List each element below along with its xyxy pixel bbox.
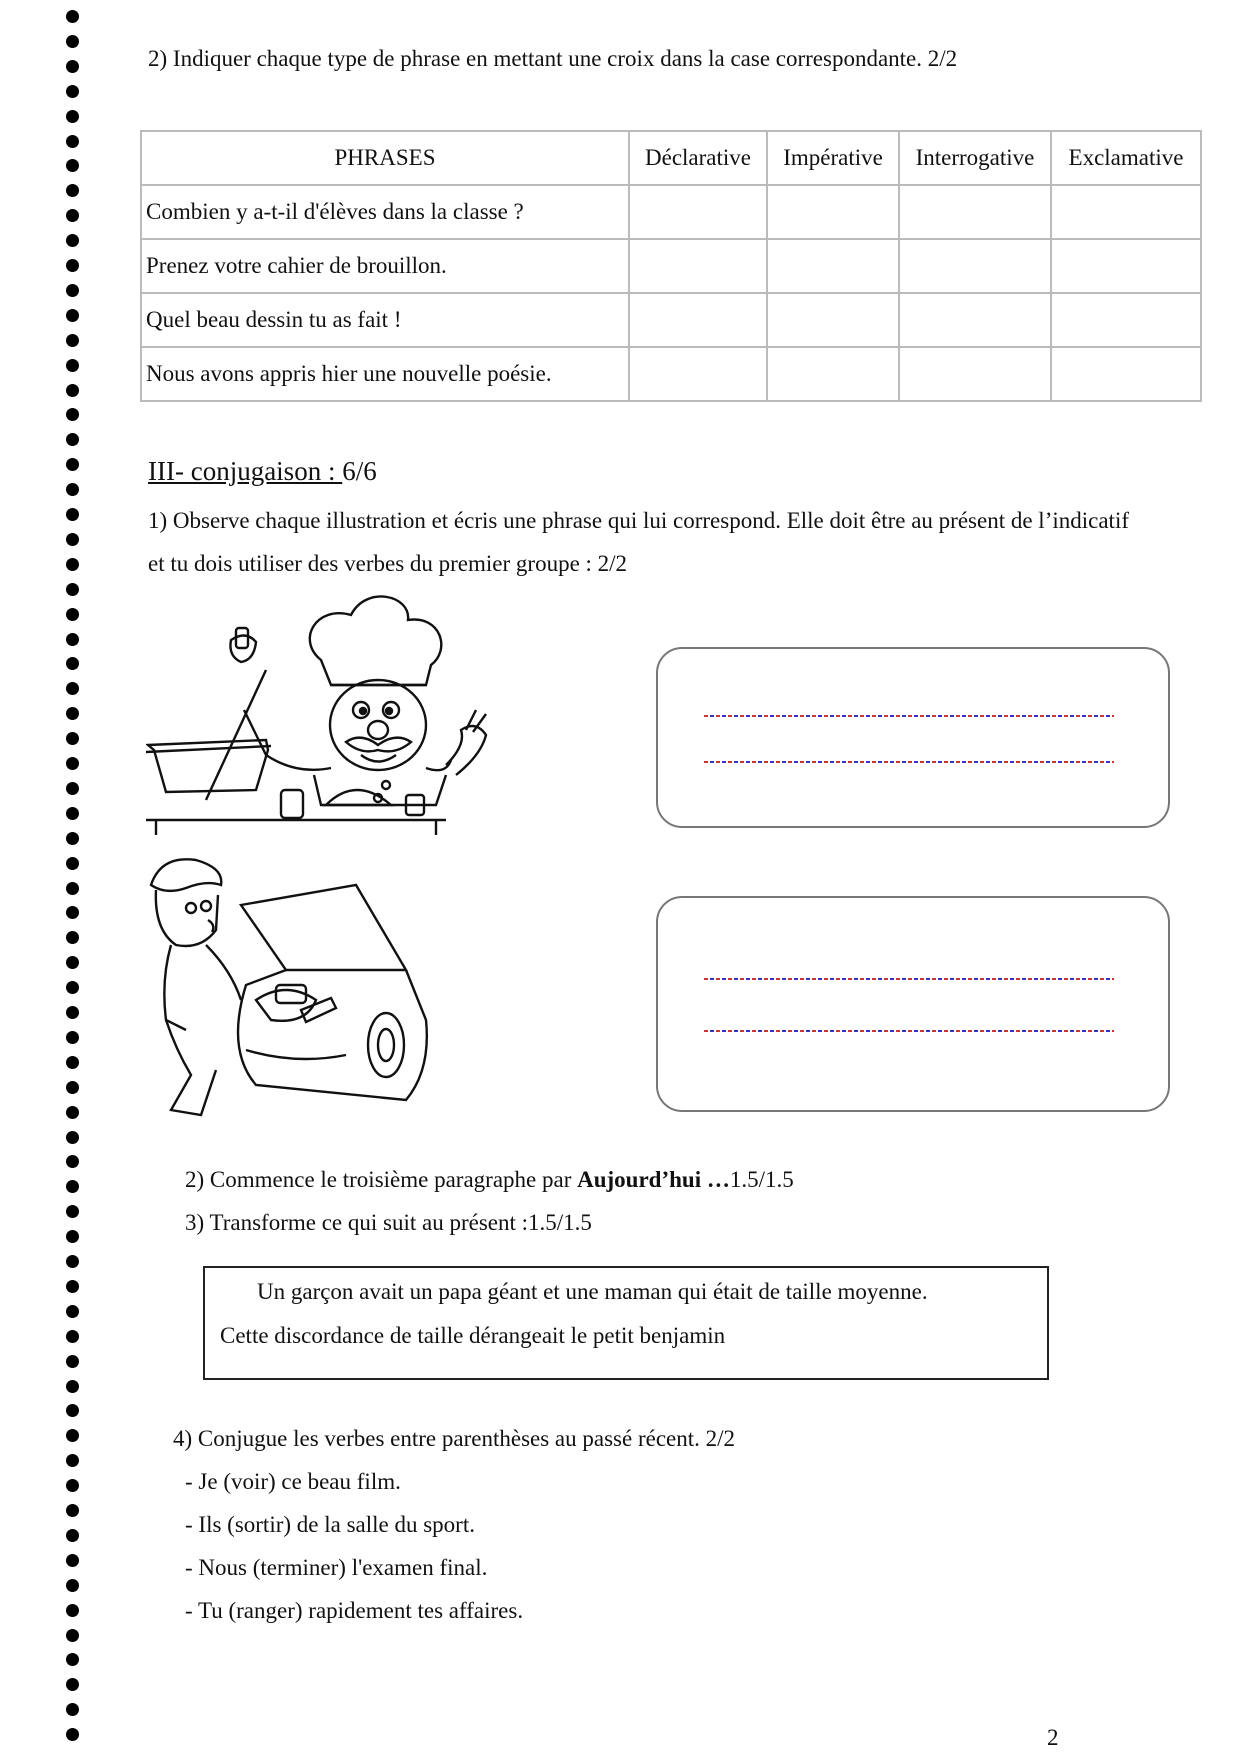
- passage-line1: Un garçon avait un papa géant et une maman qui était de taille moyenne.: [257, 1279, 928, 1304]
- checkbox-cell[interactable]: [1051, 293, 1201, 347]
- dotted-answer-line: [704, 761, 1114, 763]
- binder-dot: [66, 1554, 79, 1567]
- binder-dot: [66, 234, 79, 247]
- q4-title: 4) Conjugue les verbes entre parenthèses au passé récent. 2/2: [173, 1426, 736, 1451]
- checkbox-cell[interactable]: [767, 239, 899, 293]
- binder-dot: [66, 857, 79, 870]
- dotted-answer-line: [704, 715, 1114, 717]
- checkbox-cell[interactable]: [899, 239, 1051, 293]
- page-number: 2: [1047, 1725, 1059, 1750]
- binder-dot: [66, 508, 79, 521]
- binder-dot: [66, 906, 79, 919]
- binder-dot: [66, 1280, 79, 1293]
- header-phrases: PHRASES: [141, 131, 629, 185]
- binder-dot: [66, 657, 79, 670]
- binder-dot: [66, 35, 79, 48]
- q2b-line: [185, 1168, 794, 1191]
- binder-dot: [66, 359, 79, 372]
- binder-dot: [66, 1205, 79, 1218]
- header-declarative: Déclarative: [629, 131, 767, 185]
- binder-dot: [66, 1255, 79, 1268]
- checkbox-cell[interactable]: [767, 293, 899, 347]
- binder-dot: [66, 259, 79, 272]
- checkbox-cell[interactable]: [899, 293, 1051, 347]
- binder-dot: [66, 334, 79, 347]
- checkbox-cell[interactable]: [629, 293, 767, 347]
- binder-dot: [66, 184, 79, 197]
- checkbox-cell[interactable]: [899, 347, 1051, 401]
- binder-dot: [66, 1678, 79, 1691]
- binder-dot: [66, 483, 79, 496]
- binder-dot: [66, 757, 79, 770]
- binder-dot: [66, 1031, 79, 1044]
- passage-box: [203, 1266, 1049, 1380]
- binder-dot: [66, 159, 79, 172]
- binder-dot: [66, 807, 79, 820]
- passage-line2: Cette discordance de taille dérangeait le petit benjamin: [220, 1323, 726, 1348]
- binder-dot: [66, 956, 79, 969]
- binder-dot: [66, 1131, 79, 1144]
- section-heading: [148, 458, 377, 485]
- checkbox-cell[interactable]: [899, 185, 1051, 239]
- q4-item: - Ils (sortir) de la salle du sport.: [185, 1512, 475, 1537]
- binder-dot: [66, 1081, 79, 1094]
- chef-illustration: [146, 590, 506, 855]
- binder-dot: [66, 882, 79, 895]
- binder-dot: [66, 433, 79, 446]
- binder-dot: [66, 682, 79, 695]
- answer-box-1[interactable]: [656, 647, 1170, 828]
- binder-dot: [66, 1504, 79, 1517]
- sentence-type-table: [140, 130, 1202, 402]
- binder-dot: [66, 558, 79, 571]
- binder-dot: [66, 633, 79, 646]
- table-header-row: [141, 131, 1201, 185]
- q4-item: - Nous (terminer) l'examen final.: [185, 1555, 488, 1580]
- table-row: [141, 239, 1201, 293]
- mechanic-illustration: [146, 850, 446, 1120]
- binder-dot: [66, 110, 79, 123]
- answer-box-2[interactable]: [656, 896, 1170, 1112]
- binder-dot: [66, 1106, 79, 1119]
- section-label: III- conjugaison :: [148, 456, 343, 486]
- q1-line1: 1) Observe chaque illustration et écris une phrase qui lui correspond. Elle doit être au présent de l’indicatif: [148, 508, 1129, 533]
- binder-dot: [66, 1703, 79, 1716]
- checkbox-cell[interactable]: [1051, 239, 1201, 293]
- binder-dot: [66, 1180, 79, 1193]
- binder-dot: [66, 1330, 79, 1343]
- q4-item: - Je (voir) ce beau film.: [185, 1469, 401, 1494]
- binder-dot: [66, 10, 79, 23]
- binder-dot: [66, 1604, 79, 1617]
- checkbox-cell[interactable]: [767, 347, 899, 401]
- binder-dot: [66, 707, 79, 720]
- q1-line2: et tu dois utiliser des verbes du premier groupe : 2/2: [148, 551, 628, 576]
- binder-dot: [66, 85, 79, 98]
- table-row: [141, 185, 1201, 239]
- binder-dot: [66, 981, 79, 994]
- q2b-keyword: Aujourd’hui …: [577, 1167, 730, 1192]
- q2b-prefix: 2) Commence le troisième paragraphe par: [185, 1167, 578, 1192]
- binder-dot: [66, 1629, 79, 1642]
- dotted-answer-line: [704, 1030, 1114, 1032]
- q3-line: 3) Transforme ce qui suit au présent :1.5/1.5: [185, 1210, 592, 1235]
- checkbox-cell[interactable]: [629, 239, 767, 293]
- section-score: 6/6: [342, 456, 377, 486]
- sentence-cell: Nous avons appris hier une nouvelle poésie.: [141, 347, 629, 401]
- binder-dot: [66, 1529, 79, 1542]
- binder-dot: [66, 60, 79, 73]
- header-imperative: Impérative: [767, 131, 899, 185]
- binder-dot: [66, 1404, 79, 1417]
- sentence-cell: Prenez votre cahier de brouillon.: [141, 239, 629, 293]
- binder-dot: [66, 1479, 79, 1492]
- checkbox-cell[interactable]: [1051, 347, 1201, 401]
- binder-dot: [66, 1355, 79, 1368]
- sentence-cell: Quel beau dessin tu as fait !: [141, 293, 629, 347]
- binder-dot: [66, 1230, 79, 1243]
- binder-dot: [66, 1728, 79, 1741]
- q4-item: - Tu (ranger) rapidement tes affaires.: [185, 1598, 524, 1623]
- binder-dot: [66, 284, 79, 297]
- table-row: [141, 293, 1201, 347]
- dotted-answer-line: [704, 978, 1114, 980]
- binder-dot: [66, 533, 79, 546]
- header-exclamative: Exclamative: [1051, 131, 1201, 185]
- binder-dot: [66, 782, 79, 795]
- sentence-cell: Combien y a-t-il d'élèves dans la classe ?: [141, 185, 629, 239]
- checkbox-cell[interactable]: [1051, 185, 1201, 239]
- binder-dot: [66, 583, 79, 596]
- binder-dot: [66, 309, 79, 322]
- binder-dot: [66, 1380, 79, 1393]
- checkbox-cell[interactable]: [629, 185, 767, 239]
- q2-title: 2) Indiquer chaque type de phrase en mettant une croix dans la case correspondante. 2/2: [148, 46, 958, 71]
- binder-dot: [66, 1056, 79, 1069]
- binder-dot: [66, 135, 79, 148]
- binder-dot: [66, 1305, 79, 1318]
- binder-dot: [66, 458, 79, 471]
- binder-dot: [66, 1429, 79, 1442]
- checkbox-cell[interactable]: [629, 347, 767, 401]
- checkbox-cell[interactable]: [767, 185, 899, 239]
- binder-dot: [66, 1006, 79, 1019]
- binder-dot: [66, 732, 79, 745]
- q2b-score: 1.5/1.5: [729, 1167, 794, 1192]
- binder-dot: [66, 384, 79, 397]
- binder-dot: [66, 209, 79, 222]
- binder-dot: [66, 1653, 79, 1666]
- binder-dots: [66, 10, 80, 1754]
- binder-dot: [66, 1579, 79, 1592]
- binder-dot: [66, 408, 79, 421]
- binder-dot: [66, 1454, 79, 1467]
- table-row: [141, 347, 1201, 401]
- header-interrogative: Interrogative: [899, 131, 1051, 185]
- binder-dot: [66, 931, 79, 944]
- binder-dot: [66, 1155, 79, 1168]
- binder-dot: [66, 608, 79, 621]
- binder-dot: [66, 832, 79, 845]
